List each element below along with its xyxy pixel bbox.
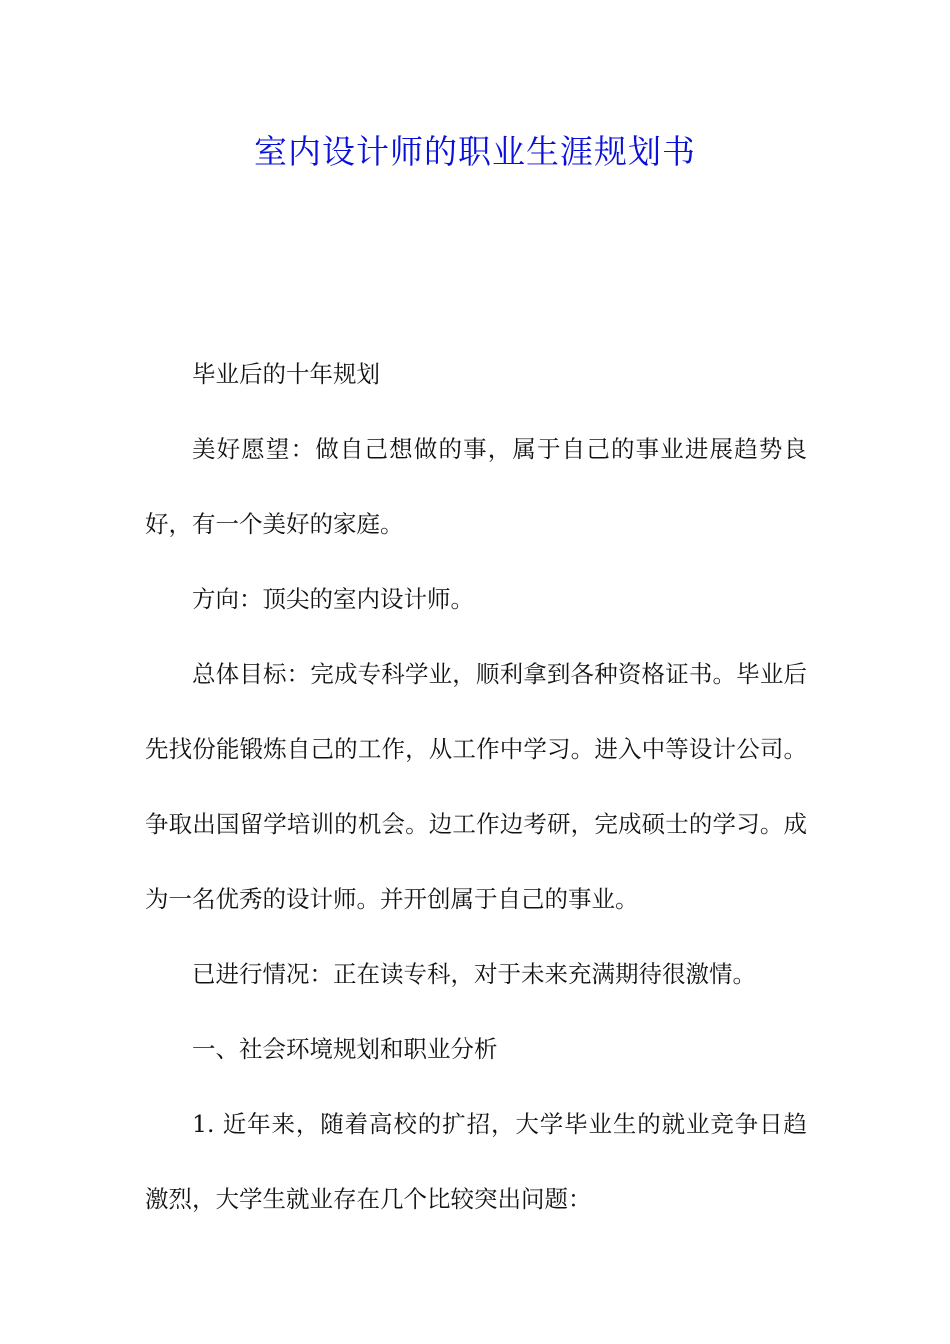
document-title: 室内设计师的职业生涯规划书 (254, 132, 696, 171)
paragraph-overall-goal: 总体目标：完成专科学业，顺利拿到各种资格证书。毕业后先找份能锻炼自己的工作，从工作中学习。进入中等设计公司。争取出国留学培训的机会。边工作边考研，完成硕士的学习。成为一名优秀的设计师。并开创属于自己的事业。 (145, 660, 807, 913)
paragraph-employment-competition: 1. 近年来，随着高校的扩招，大学毕业生的就业竞争日趋激烈，大学生就业存在几个比较突出问题： (145, 1110, 807, 1213)
paragraph-direction: 方向：顶尖的室内设计师。 (192, 585, 474, 613)
paragraph-ten-year-plan: 毕业后的十年规划 (192, 360, 380, 388)
paragraph-wish: 美好愿望：做自己想做的事，属于自己的事业进展趋势良好，有一个美好的家庭。 (145, 435, 807, 538)
document-body (145, 337, 807, 1237)
paragraph-current-status: 已进行情况：正在读专科，对于未来充满期待很激情。 (192, 960, 756, 988)
section-heading-social-environment: 一、社会环境规划和职业分析 (192, 1035, 498, 1063)
